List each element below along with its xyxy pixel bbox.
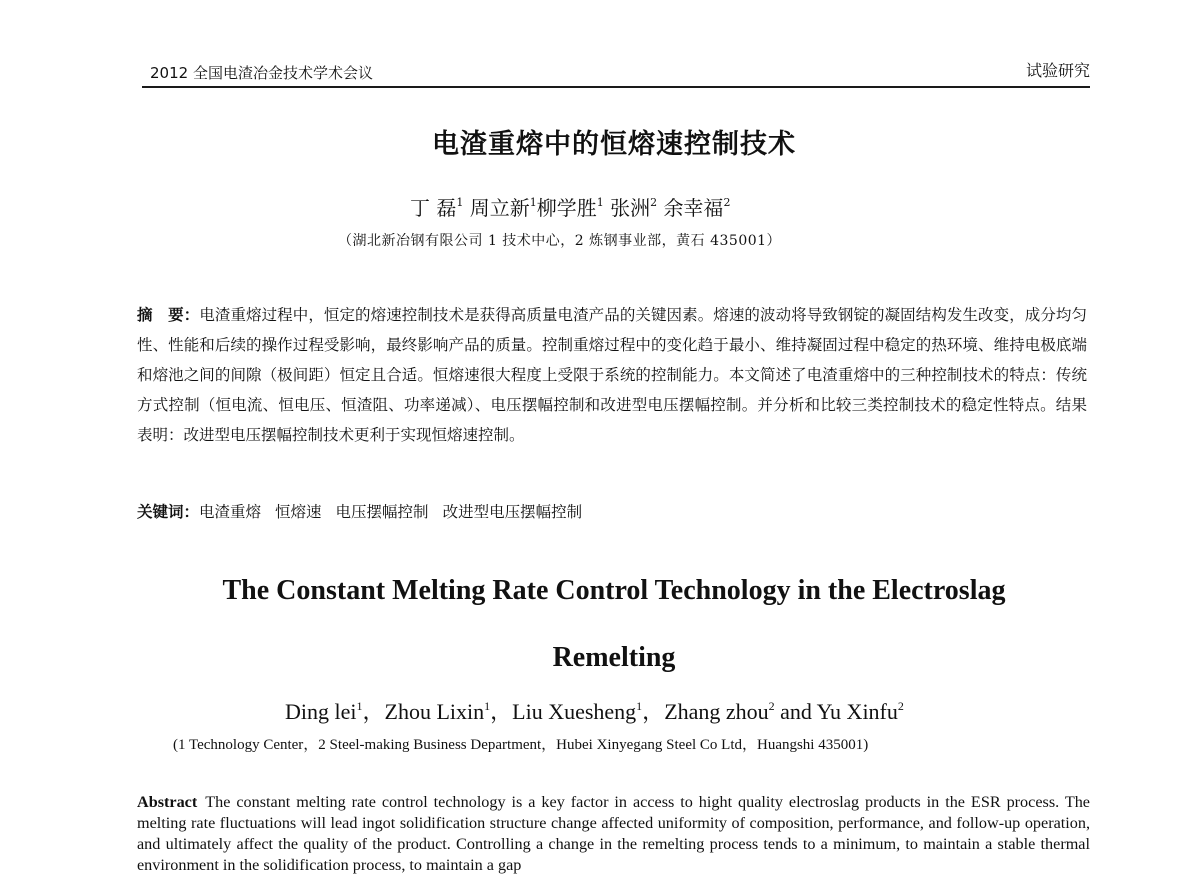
author-affil-mark: 1 (596, 196, 604, 209)
abstract-cn-label: 摘 要： (137, 306, 200, 324)
running-header (142, 52, 1090, 88)
abstract-cn-text: 电渣重熔过程中，恒定的熔速控制技术是获得高质量电渣产品的关键因素。熔速的波动将导致钢锭的凝固结构发生改变，成分均匀性、性能和后续的操作过程受影响，最终影响产品的质量。控制重熔过程中的变化趋于最小、维持凝固过程中稳定的热环境、维持电极底端和熔池之间的间隙（极间距）恒定且合适。恒熔速很大程度上受限于系统的控制能力。本文简述了电渣重熔中的三种控制技术的特点：传统方式控制（恒电流、恒电压、恒渣阻、功率递减）、电压摆幅控制和改进型电压摆幅控制。并分析和比较三类控制技术的稳定性特点。结果表明：改进型电压摆幅控制技术更利于实现恒熔速控制。 (137, 306, 1087, 444)
affiliation-cn: （湖北新冶钢有限公司 1 技术中心，2 炼钢事业部，黄石 435001） (338, 233, 782, 249)
author-affil-mark: 1 (356, 699, 363, 713)
author-separator: ， (642, 699, 665, 724)
author-cn: 周立新 (469, 196, 530, 220)
author-affil-mark: 2 (723, 196, 731, 209)
author-affil-mark: 2 (768, 699, 775, 713)
authors-cn (410, 192, 730, 221)
author-affil-mark: 1 (636, 699, 643, 713)
affiliation-en: (1 Technology Center，2 Steel-making Business Department，Hubei Xinyegang Steel Co Ltd，Huangshi 435001) (173, 737, 869, 753)
keyword: 恒熔速 (275, 503, 322, 521)
keywords-cn (137, 500, 596, 522)
section-name: 试验研究 (1025, 61, 1090, 80)
abstract-en (137, 792, 1090, 876)
authors-en (285, 695, 904, 726)
author-affil-mark: 1 (456, 196, 464, 209)
author-affil-mark: 1 (529, 196, 537, 209)
keyword: 电压摆幅控制 (335, 503, 429, 521)
author-separator: ， (490, 699, 513, 724)
keyword: 改进型电压摆幅控制 (442, 503, 583, 521)
author-cn: 丁 磊 (410, 196, 457, 220)
conference-name: 2012 全国电渣冶金技术学术会议 (150, 64, 373, 82)
abstract-en-text: The constant melting rate control technology is a key factor in access to hight quality electroslag products in the ESR process. The melting rate fluctuations will lead ingot solidification structure change affected uniformity of composition, performance, and follow-up operation, and ultimately affect the quality of the product. Controlling a change in the remelting process tends to a minimum, to maintain a stable thermal environment in the solidification process, to maintain a gap (137, 793, 1090, 874)
author-en: Yu Xinfu (816, 699, 898, 724)
author-separator: ， (362, 699, 385, 724)
paper-title-en-line2: Remelting (552, 642, 676, 673)
abstract-en-label: Abstract (137, 793, 198, 811)
author-affil-mark: 2 (897, 699, 904, 713)
abstract-cn (137, 300, 1087, 450)
author-cn: 张洲 (610, 196, 651, 220)
author-en: Zhang zhou (664, 699, 769, 724)
author-affil-mark: 2 (650, 196, 658, 209)
author-en: Liu Xuesheng (512, 699, 637, 724)
author-separator: and (774, 699, 817, 724)
paper-title-en-line1: The Constant Melting Rate Control Technology in the Electroslag (222, 575, 1006, 606)
author-cn: 柳学胜 (536, 196, 597, 220)
author-en: Ding lei (285, 699, 357, 724)
keywords-cn-label: 关键词： (137, 503, 200, 521)
author-cn: 余幸福 (663, 196, 724, 220)
keyword: 电渣重熔 (199, 503, 262, 521)
author-affil-mark: 1 (484, 699, 491, 713)
paper-title-cn: 电渣重熔中的恒熔速控制技术 (432, 129, 796, 160)
author-en: Zhou Lixin (384, 699, 485, 724)
